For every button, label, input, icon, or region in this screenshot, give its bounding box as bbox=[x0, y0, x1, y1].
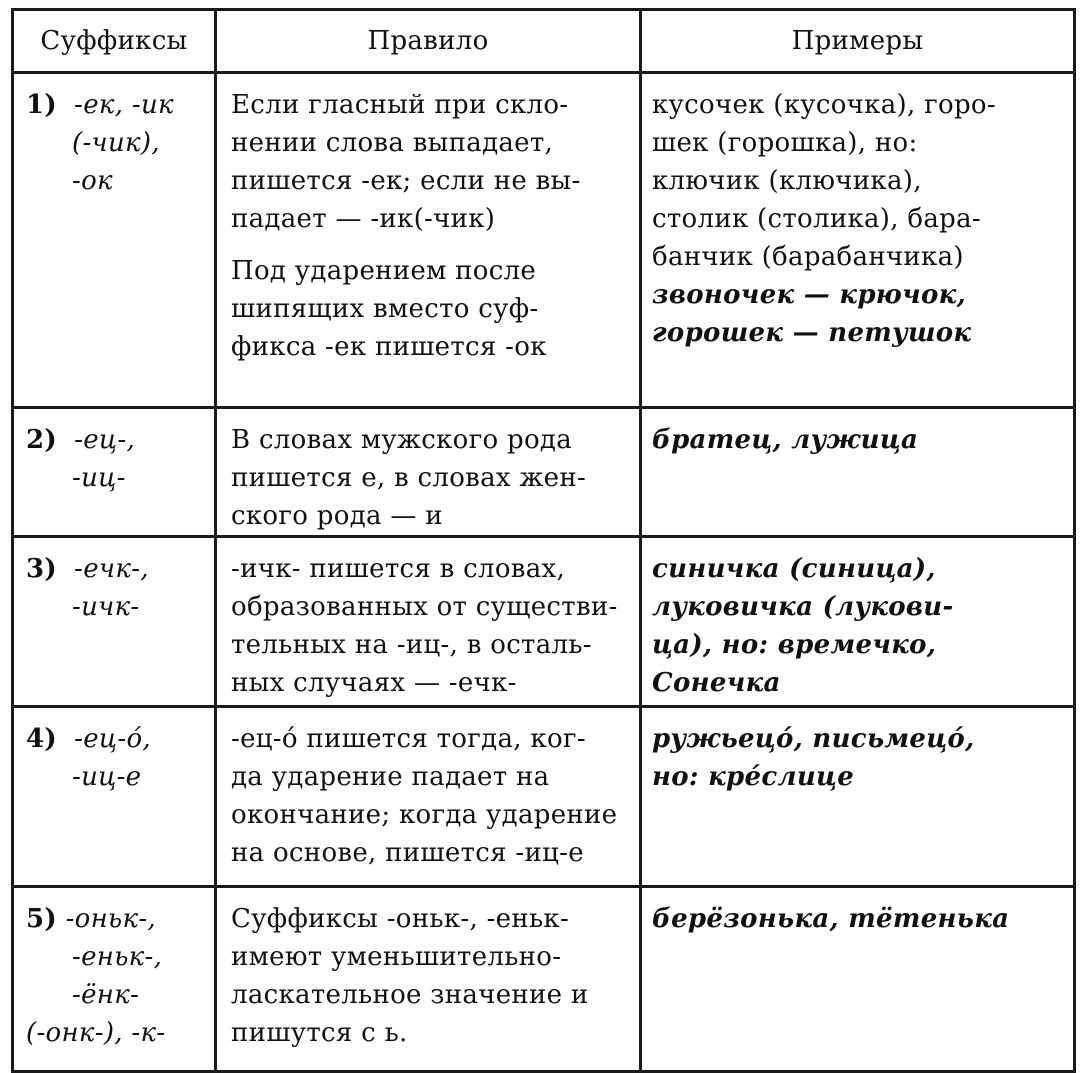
row-number: 2) bbox=[26, 425, 57, 455]
rule-cell bbox=[216, 537, 641, 707]
paragraph-gap bbox=[231, 238, 631, 252]
rule-text: Если гласный при скло- bbox=[231, 90, 569, 120]
rule-cell bbox=[216, 73, 641, 408]
example-cell bbox=[641, 537, 1075, 707]
rule-text: -ичк- пишется в словах, bbox=[231, 554, 566, 584]
suffix-cell bbox=[13, 73, 216, 408]
example-text: банчик (барабанчика) bbox=[652, 242, 964, 272]
example-text: звоночек — крючок, bbox=[652, 280, 966, 310]
header-rule: Правило bbox=[216, 10, 641, 73]
example-text: берёзонька, тётенька bbox=[652, 904, 1010, 934]
rule-text: ского рода — и bbox=[231, 501, 443, 531]
table-row bbox=[13, 887, 1075, 1072]
example-text: столик (столика), бара- bbox=[652, 204, 981, 234]
example-text: ружьецó, письмецó, bbox=[652, 724, 975, 754]
example-text: кусочек (кусочка), горо- bbox=[652, 90, 996, 120]
rule-text: В словах мужского рода bbox=[231, 425, 573, 455]
rule-cell bbox=[216, 887, 641, 1072]
example-text: братец, лужица bbox=[652, 425, 919, 455]
rule-text: имеют уменьшительно- bbox=[231, 942, 562, 972]
suffix-rules-table bbox=[11, 8, 1076, 1073]
example-text: но: крéслице bbox=[652, 762, 855, 792]
suffix-text: -ечк-, bbox=[74, 554, 149, 584]
rule-text: фикса -ек пишется -ок bbox=[231, 332, 547, 362]
header-row bbox=[13, 10, 1075, 73]
suffix-text: -ичк- bbox=[72, 592, 140, 622]
rule-text: ласкательное значение и bbox=[231, 980, 589, 1010]
suffix-cell bbox=[13, 887, 216, 1072]
header-suffixes: Суффиксы bbox=[13, 10, 216, 73]
suffix-text: -еньк-, bbox=[72, 942, 163, 972]
example-cell bbox=[641, 73, 1075, 408]
row-number: 3) bbox=[26, 554, 57, 584]
rule-text: падает — -ик(-чик) bbox=[231, 204, 496, 234]
example-text: синичка (синица), bbox=[652, 554, 936, 584]
suffix-text: -иц- bbox=[72, 463, 126, 493]
rule-text: Под ударением после bbox=[231, 256, 537, 286]
suffix-text: -ёнк- bbox=[72, 980, 140, 1010]
rule-text: на основе, пишется -иц-е bbox=[231, 838, 584, 868]
rule-text: да ударение падает на bbox=[231, 762, 550, 792]
example-text: луковичка (лукови- bbox=[652, 592, 954, 622]
suffix-text: (-онк-), -к- bbox=[26, 1018, 166, 1048]
example-text: ключик (ключика), bbox=[652, 166, 922, 196]
rule-text: Суффиксы -оньк-, -еньк- bbox=[231, 904, 570, 934]
suffix-text: -ец-ó, bbox=[74, 724, 151, 754]
rule-text: пишутся с ь. bbox=[231, 1018, 408, 1048]
table-row bbox=[13, 707, 1075, 887]
row-number: 1) bbox=[26, 90, 57, 120]
example-text: ца), но: времечко, bbox=[652, 630, 937, 660]
rule-text: нении слова выпадает, bbox=[231, 128, 554, 158]
example-cell bbox=[641, 887, 1075, 1072]
suffix-cell bbox=[13, 707, 216, 887]
rule-text: тельных на -иц-, в осталь- bbox=[231, 630, 592, 660]
suffix-text: -ок bbox=[72, 166, 113, 196]
suffix-text: -иц-е bbox=[72, 762, 142, 792]
table-row bbox=[13, 408, 1075, 537]
row-number: 4) bbox=[26, 724, 57, 754]
rule-text: ных случаях — -ечк- bbox=[231, 668, 517, 698]
rule-text: -ец-ó пишется тогда, ког- bbox=[231, 724, 586, 754]
table-row bbox=[13, 537, 1075, 707]
rule-cell bbox=[216, 707, 641, 887]
suffix-text: -ец-, bbox=[74, 425, 136, 455]
rule-text: окончание; когда ударение bbox=[231, 800, 618, 830]
table-row bbox=[13, 73, 1075, 408]
rule-text: образованных от существи- bbox=[231, 592, 618, 622]
example-text: шек (горошка), но: bbox=[652, 128, 918, 158]
suffix-text: -ек, -ик bbox=[74, 90, 174, 120]
rule-text: пишется -ек; если не вы- bbox=[231, 166, 581, 196]
suffix-text: -оньк-, bbox=[65, 904, 156, 934]
example-text: Сонечка bbox=[652, 668, 781, 698]
suffix-cell bbox=[13, 537, 216, 707]
rule-text: пишется е, в словах жен- bbox=[231, 463, 587, 493]
row-number: 5) bbox=[26, 904, 57, 934]
header-examples: Примеры bbox=[641, 10, 1075, 73]
suffix-text: (-чик), bbox=[72, 128, 160, 158]
example-text: горошек — петушок bbox=[652, 318, 972, 348]
example-cell bbox=[641, 408, 1075, 537]
suffix-cell bbox=[13, 408, 216, 537]
rule-text: шипящих вместо суф- bbox=[231, 294, 539, 324]
example-cell bbox=[641, 707, 1075, 887]
rule-cell bbox=[216, 408, 641, 537]
